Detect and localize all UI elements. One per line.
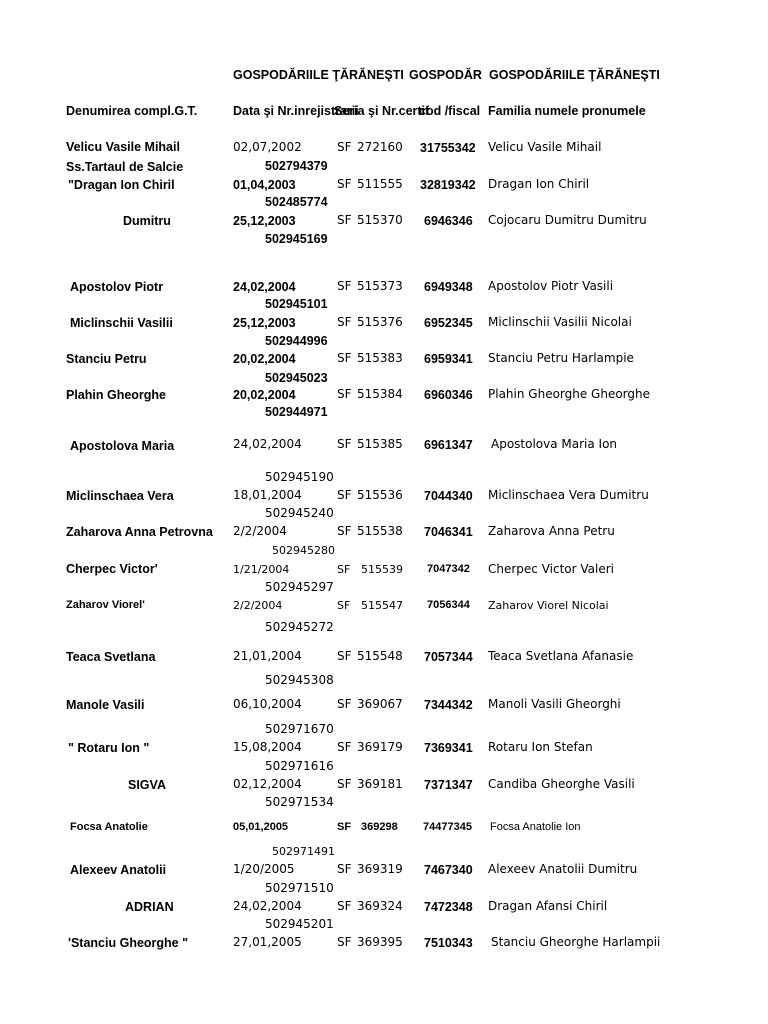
row-family: Zaharova Anna Petru	[488, 524, 615, 538]
row-name: Ss.Tartaul de Salcie	[66, 160, 184, 174]
row-family: Rotaru Ion Stefan	[488, 740, 593, 754]
row-reg-number: 502971616	[265, 759, 334, 773]
row-family: Alexeev Anatolii Dumitru	[488, 862, 638, 876]
row-name: " Rotaru Ion "	[68, 741, 150, 755]
row-name: ADRIAN	[125, 900, 174, 914]
row-cert-number: 369298	[361, 821, 398, 833]
row-date: 20,02,2004	[233, 352, 296, 366]
row-family: Apostolova Maria Ion	[491, 437, 618, 451]
col-header-code: cod /fiscal	[419, 104, 481, 118]
row-sf: SF	[337, 279, 352, 293]
row-fiscal-code: 7046341	[424, 525, 473, 539]
col-header-date: Data şi Nr.inrejistrarii	[233, 104, 359, 118]
row-name: Alexeev Anatolii	[70, 863, 167, 877]
row-family: Dragan Ion Chiril	[488, 177, 590, 191]
row-fiscal-code: 7056344	[427, 599, 470, 611]
row-name: Plahin Gheorghe	[66, 388, 167, 402]
row-date: 02,12,2004	[233, 777, 302, 791]
row-fiscal-code: 7510343	[424, 936, 473, 950]
row-name: Apostolov Piotr	[70, 280, 164, 294]
row-date: 1/20/2005	[233, 862, 295, 876]
row-date: 24,02,2004	[233, 899, 302, 913]
row-name: Teaca Svetlana	[66, 650, 156, 664]
row-cert-number: 515548	[357, 649, 403, 663]
row-fiscal-code: 7369341	[424, 741, 473, 755]
row-cert-number: 515383	[357, 351, 403, 365]
row-fiscal-code: 6952345	[424, 316, 473, 330]
row-reg-number: 502945297	[265, 580, 334, 594]
row-family: Apostolov Piotr Vasili	[488, 279, 614, 293]
title-part-2: GOSPODĂR	[409, 68, 482, 82]
row-reg-number: 502945280	[272, 544, 335, 557]
row-reg-number: 502945023	[265, 371, 328, 385]
row-sf: SF	[337, 899, 352, 913]
row-fiscal-code: 6960346	[424, 388, 473, 402]
row-reg-number: 502945101	[265, 297, 328, 311]
row-family: Miclinschii Vasilii Nicolai	[488, 315, 632, 329]
row-date: 25,12,2003	[233, 214, 296, 228]
row-reg-number: 502944996	[265, 334, 328, 348]
row-sf: SF	[337, 821, 352, 833]
row-family: Dragan Afansi Chiril	[488, 899, 608, 913]
row-cert-number: 515373	[357, 279, 403, 293]
row-date: 18,01,2004	[233, 488, 302, 502]
row-sf: SF	[337, 213, 352, 227]
row-reg-number: 502794379	[265, 159, 328, 173]
row-fiscal-code: 6946346	[424, 214, 473, 228]
row-family: Miclinschaea Vera Dumitru	[488, 488, 649, 502]
row-family: Plahin Gheorghe Gheorghe	[488, 387, 651, 401]
row-fiscal-code: 7467340	[424, 863, 473, 877]
row-sf: SF	[337, 524, 352, 538]
row-sf: SF	[337, 437, 352, 451]
row-cert-number: 515384	[357, 387, 403, 401]
row-sf: SF	[337, 315, 352, 329]
row-fiscal-code: 6959341	[424, 352, 473, 366]
row-reg-number: 502485774	[265, 195, 328, 209]
row-date: 05,01,2005	[233, 821, 289, 833]
row-date: 24,02,2004	[233, 280, 296, 294]
row-cert-number: 511555	[357, 177, 403, 191]
row-sf: SF	[337, 697, 352, 711]
row-fiscal-code: 7371347	[424, 778, 473, 792]
row-fiscal-code: 7047342	[427, 563, 470, 575]
row-fiscal-code: 74477345	[423, 821, 472, 833]
row-cert-number: 369179	[357, 740, 403, 754]
row-sf: SF	[337, 488, 352, 502]
row-family: Cojocaru Dumitru Dumitru	[488, 213, 647, 227]
row-reg-number: 502945190	[265, 470, 334, 484]
row-name: Miclinschii Vasilii	[70, 316, 173, 330]
row-fiscal-code: 7472348	[424, 900, 473, 914]
row-cert-number: 515536	[357, 488, 403, 502]
row-date: 25,12,2003	[233, 316, 296, 330]
row-family: Velicu Vasile Mihail	[488, 140, 602, 154]
row-sf: SF	[337, 777, 352, 791]
row-cert-number: 515385	[357, 437, 403, 451]
row-sf: SF	[337, 935, 352, 949]
row-cert-number: 369324	[357, 899, 403, 913]
row-fiscal-code: 7057344	[424, 650, 473, 664]
row-sf: SF	[337, 649, 352, 663]
row-date: 06,10,2004	[233, 697, 302, 711]
row-sf: SF	[337, 599, 351, 612]
row-sf: SF	[337, 740, 352, 754]
row-cert-number: 515547	[361, 599, 403, 612]
row-reg-number: 502945272	[265, 620, 334, 634]
row-name: Cherpec Victor'	[66, 562, 158, 576]
row-date: 15,08,2004	[233, 740, 302, 754]
col-header-series: Seria şi Nr.certif	[334, 104, 430, 118]
row-fiscal-code: 31755342	[420, 141, 476, 155]
row-name: Stanciu Petru	[66, 352, 147, 366]
row-reg-number: 502945308	[265, 673, 334, 687]
row-name: Focsa Anatolie	[70, 821, 148, 833]
row-reg-number: 502944971	[265, 405, 328, 419]
row-cert-number: 515370	[357, 213, 403, 227]
row-date: 24,02,2004	[233, 437, 302, 451]
row-date: 1/21/2004	[233, 563, 290, 576]
row-sf: SF	[337, 862, 352, 876]
row-fiscal-code: 32819342	[420, 178, 476, 192]
row-family: Stanciu Petru Harlampie	[488, 351, 634, 365]
title-part-1: GOSPODĂRIILE ŢĂRĂNEŞTI	[233, 68, 404, 82]
row-cert-number: 515538	[357, 524, 403, 538]
row-reg-number: 502971510	[265, 881, 334, 895]
col-header-name: Denumirea compl.G.T.	[66, 104, 198, 118]
row-name: Miclinschaea Vera	[66, 489, 174, 503]
row-date: 2/2/2004	[233, 524, 287, 538]
row-name: Velicu Vasile Mihail	[66, 140, 180, 154]
row-name: SIGVA	[128, 778, 166, 792]
row-cert-number: 515539	[361, 563, 403, 576]
row-family: Zaharov Viorel Nicolai	[488, 599, 609, 612]
row-sf: SF	[337, 351, 352, 365]
row-cert-number: 369395	[357, 935, 403, 949]
row-family: Stanciu Gheorghe Harlampii	[491, 935, 661, 949]
row-date: 02,07,2002	[233, 140, 302, 154]
row-name: Apostolova Maria	[70, 439, 175, 453]
row-name: 'Stanciu Gheorghe "	[68, 936, 189, 950]
row-fiscal-code: 7344342	[424, 698, 473, 712]
row-date: 20,02,2004	[233, 388, 296, 402]
row-cert-number: 369319	[357, 862, 403, 876]
row-sf: SF	[337, 387, 352, 401]
row-cert-number: 369067	[357, 697, 403, 711]
row-date: 27,01,2005	[233, 935, 302, 949]
row-family: Manoli Vasili Gheorghi	[488, 697, 621, 711]
row-family: Teaca Svetlana Afanasie	[488, 649, 634, 663]
col-header-family: Familia numele pronumele	[488, 104, 646, 118]
row-date: 01,04,2003	[233, 178, 296, 192]
row-name: Zaharov Viorel'	[66, 599, 145, 611]
row-sf: SF	[337, 563, 351, 576]
row-family: Focsa Anatolie Ion	[490, 821, 581, 833]
title-part-3: GOSPODĂRIILE ŢĂRĂNEŞTI	[489, 68, 660, 82]
row-cert-number: 369181	[357, 777, 403, 791]
row-reg-number: 502945240	[265, 506, 334, 520]
row-reg-number: 502945201	[265, 917, 334, 931]
row-cert-number: 272160	[357, 140, 403, 154]
row-name: Zaharova Anna Petrovna	[66, 525, 213, 539]
row-reg-number: 502945169	[265, 232, 328, 246]
row-sf: SF	[337, 177, 352, 191]
row-name: Dumitru	[123, 214, 171, 228]
row-fiscal-code: 6961347	[424, 438, 473, 452]
row-fiscal-code: 7044340	[424, 489, 473, 503]
row-family: Candiba Gheorghe Vasili	[488, 777, 635, 791]
row-reg-number: 502971491	[272, 845, 335, 858]
row-name: Manole Vasili	[66, 698, 145, 712]
row-date: 2/2/2004	[233, 599, 283, 612]
row-sf: SF	[337, 140, 352, 154]
row-reg-number: 502971670	[265, 722, 334, 736]
row-name: "Dragan Ion Chiril	[68, 178, 175, 192]
row-cert-number: 515376	[357, 315, 403, 329]
row-fiscal-code: 6949348	[424, 280, 473, 294]
row-family: Cherpec Victor Valeri	[488, 562, 614, 576]
row-reg-number: 502971534	[265, 795, 334, 809]
row-date: 21,01,2004	[233, 649, 302, 663]
